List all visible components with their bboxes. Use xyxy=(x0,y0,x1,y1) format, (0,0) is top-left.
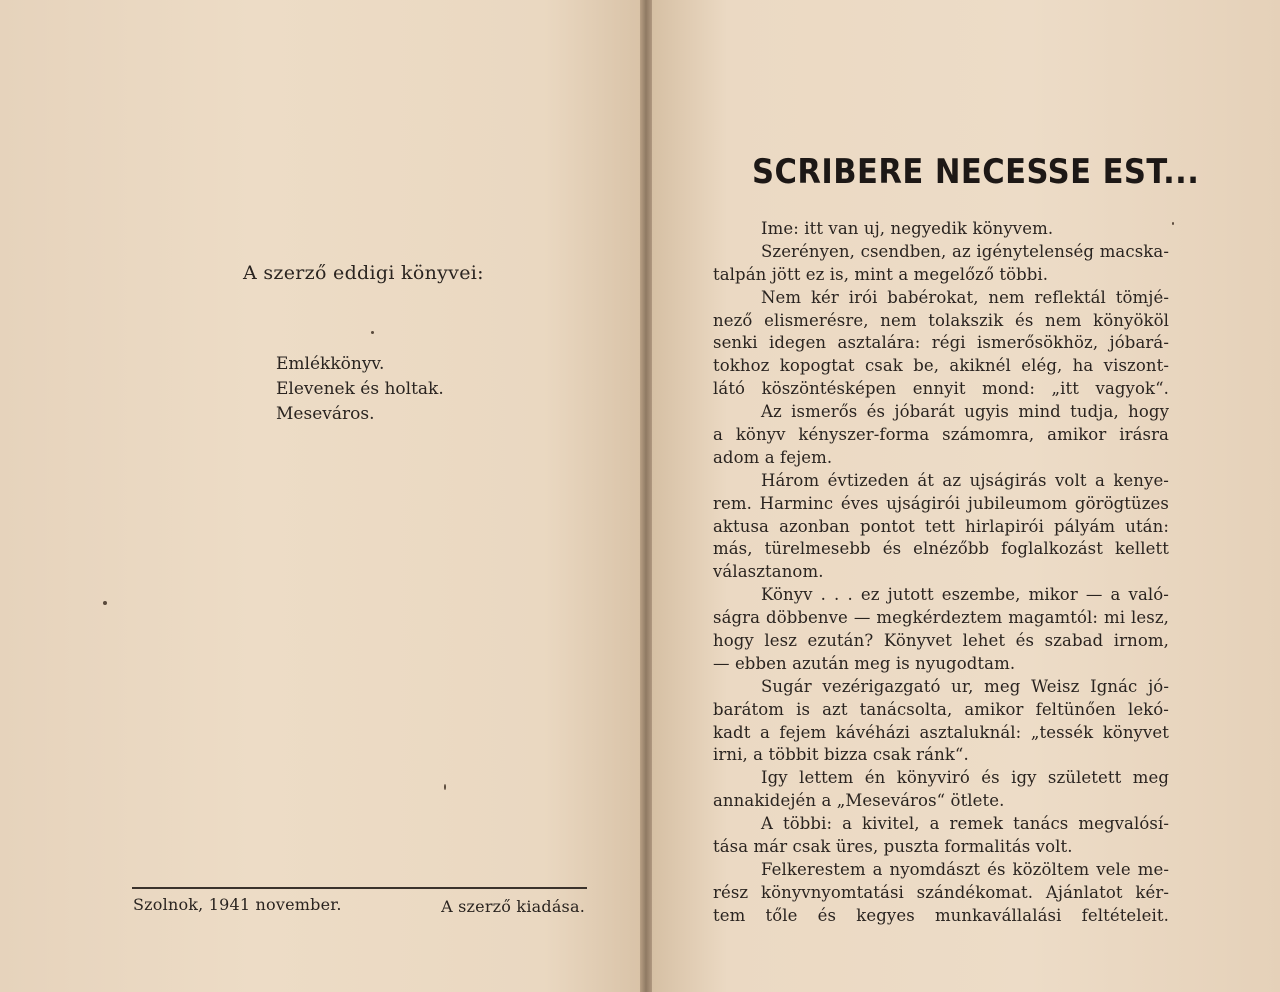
essay-line: nező elismerésre, nem tolakszik és nem könyököl xyxy=(713,310,1169,330)
colophon-place: Szolnok, 1941 november. xyxy=(133,895,342,914)
books-list xyxy=(276,352,444,427)
essay-line: Nem kér irói babérokat, nem reflektál tömjé- xyxy=(761,287,1169,307)
essay-line: hogy lesz ezután? Könyvet lehet és szabad irnom, xyxy=(713,631,1169,651)
essay-line: látó köszöntésképen ennyit mond: „itt vagyok“. xyxy=(713,379,1169,399)
essay-line: senki idegen asztalára: régi ismerősökhöz, jóbará- xyxy=(713,333,1169,353)
essay-line: talpán jött ez is, mint a megelőző többi. xyxy=(713,264,1049,284)
essay-line: tokhoz kopogtat csak be, akiknél elég, ha viszont- xyxy=(713,356,1169,376)
paper-speck xyxy=(444,784,446,790)
essay-line: rem. Harminc éves ujságirói jubileumom görögtüzes xyxy=(713,493,1169,513)
essay-title: SCRIBERE NECESSE EST... xyxy=(752,152,1200,192)
colophon-rule xyxy=(132,887,587,889)
paper-speck xyxy=(371,331,374,334)
essay-line: Könyv . . . ez jutott eszembe, mikor — a való- xyxy=(761,585,1169,605)
essay-line: kadt a fejem kávéházi asztaluknál: „tessék könyvet xyxy=(713,722,1169,742)
essay-line: ságra döbbenve — megkérdeztem magamtól: mi lesz, xyxy=(713,608,1169,628)
essay-line: Szerényen, csendben, az igénytelenség macska- xyxy=(761,241,1169,261)
paper-speck xyxy=(103,601,107,605)
essay-line: Ime: itt van uj, negyedik könyvem. xyxy=(761,219,1054,238)
essay-line: adom a fejem. xyxy=(713,447,833,467)
essay-line: más, türelmesebb és elnézőbb foglalkozást kellett xyxy=(713,539,1169,559)
essay-line: tem tőle és kegyes munkavállalási feltételeit. xyxy=(713,905,1169,925)
essay-line: Az ismerős és jóbarát ugyis mind tudja, hogy xyxy=(761,402,1169,422)
essay-line: aktusa azonban pontot tett hirlapirói pályám után: xyxy=(713,516,1169,536)
essay-line: választanom. xyxy=(713,562,824,582)
essay-line: barátom is azt tanácsolta, amikor feltünően lekó- xyxy=(713,699,1169,719)
book-item: Meseváros. xyxy=(276,404,375,424)
essay-line: a könyv kényszer-forma számomra, amikor irásra xyxy=(713,425,1169,445)
paper-speck xyxy=(1172,222,1174,225)
essay-line: tása már csak üres, puszta formalitás volt. xyxy=(713,837,1073,857)
essay-line: A többi: a kivitel, a remek tanács megvalósí- xyxy=(761,814,1169,834)
essay-line: annakidején a „Meseváros“ ötlete. xyxy=(713,791,1005,811)
essay-body xyxy=(713,218,1169,928)
colophon-publisher: A szerző kiadása. xyxy=(441,897,585,916)
essay-line: Három évtizeden át az ujságirás volt a kenye- xyxy=(761,470,1169,490)
essay-line: Felkerestem a nyomdászt és közöltem vele me- xyxy=(761,859,1169,879)
books-heading: A szerző eddigi könyvei: xyxy=(243,262,484,284)
essay-line: — ebben azután meg is nyugodtam. xyxy=(713,653,1016,673)
essay-line: irni, a többit bizza csak ránk“. xyxy=(713,745,969,765)
book-gutter xyxy=(640,0,652,992)
essay-line: Sugár vezérigazgató ur, meg Weisz Ignác jó- xyxy=(761,676,1169,696)
book-item: Emlékkönyv. xyxy=(276,354,385,374)
essay-line: Igy lettem én könyviró és igy született meg xyxy=(761,768,1169,788)
essay-line: rész könyvnyomtatási szándékomat. Ajánlatot kér- xyxy=(713,882,1169,902)
book-item: Elevenek és holtak. xyxy=(276,379,444,399)
